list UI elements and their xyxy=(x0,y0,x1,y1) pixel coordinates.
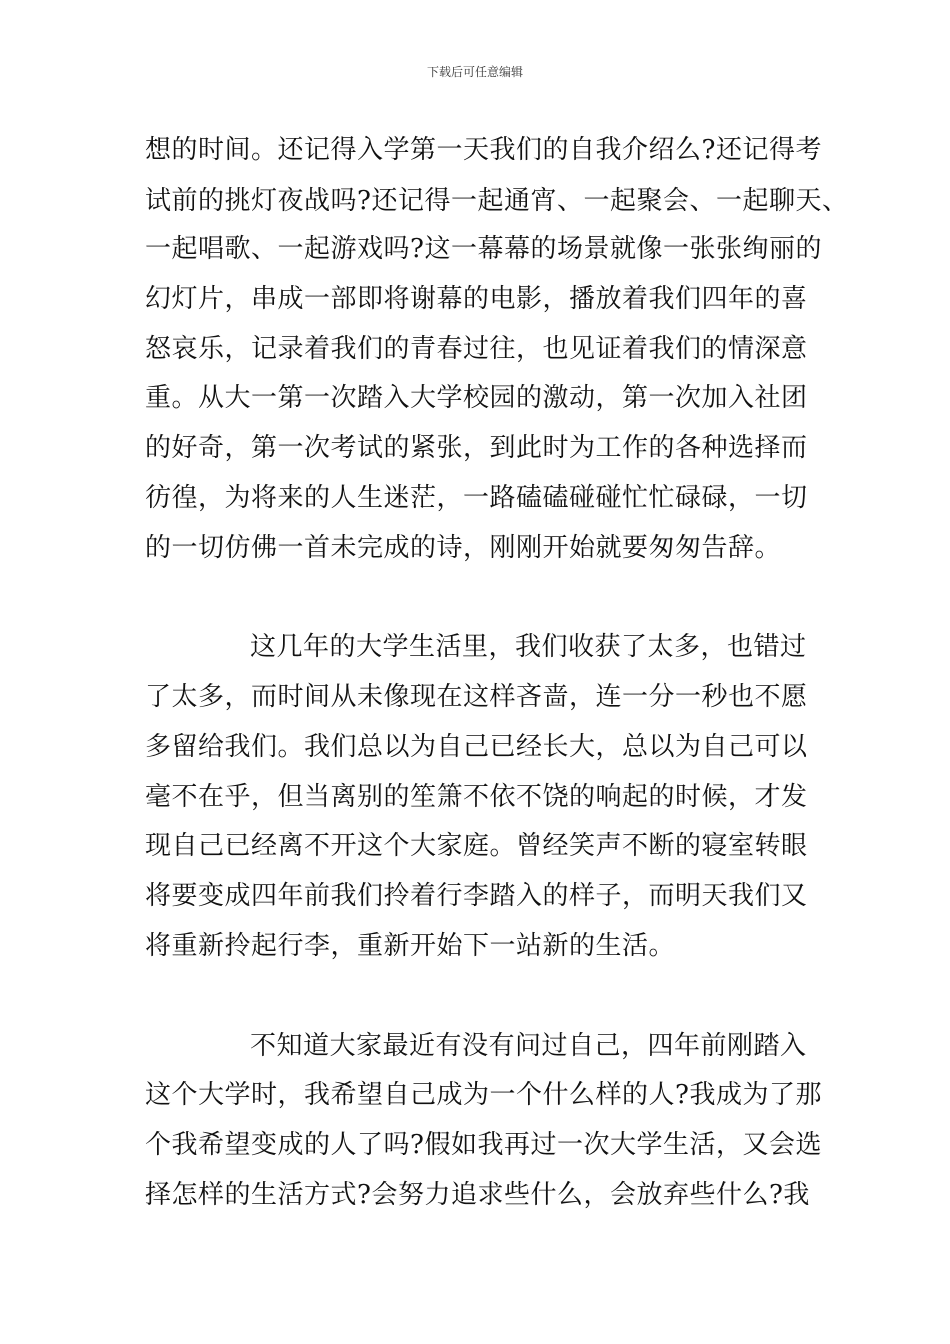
text-line: 现自己已经离不开这个大家庭。曾经笑声不断的寝室转眼 xyxy=(145,831,808,861)
text-line: 不知道大家最近有没有问过自己，四年前刚踏入 xyxy=(250,1031,807,1061)
text-line: 多留给我们。我们总以为自己已经长大，总以为自己可以 xyxy=(145,732,808,762)
text-line: 怒哀乐，记录着我们的青春过往，也见证着我们的情深意 xyxy=(145,334,808,364)
text-line: 一起唱歌、一起游戏吗?这一幕幕的场景就像一张张绚丽的 xyxy=(145,234,822,264)
text-line: 这个大学时，我希望自己成为一个什么样的人?我成为了那 xyxy=(145,1080,822,1110)
text-line: 将重新拎起行李，重新开始下一站新的生活。 xyxy=(145,931,676,961)
text-line: 的一切仿佛一首未完成的诗，刚刚开始就要匆匆告辞。 xyxy=(145,533,782,563)
page-header: 下载后可任意编辑 xyxy=(426,65,523,79)
text-line: 重。从大一第一次踏入大学校园的激动，第一次加入社团 xyxy=(145,383,808,413)
text-line: 试前的挑灯夜战吗?还记得一起通宵、一起聚会、一起聊天、 xyxy=(145,186,849,216)
text-line: 幻灯片，串成一部即将谢幕的电影，播放着我们四年的喜 xyxy=(145,284,808,314)
text-line: 这几年的大学生活里，我们收获了太多，也错过 xyxy=(250,632,807,662)
text-line: 将要变成四年前我们拎着行李踏入的样子，而明天我们又 xyxy=(145,881,808,911)
text-line: 的好奇，第一次考试的紧张，到此时为工作的各种选择而 xyxy=(145,433,808,463)
text-line: 彷徨，为将来的人生迷茫，一路磕磕碰碰忙忙碌碌，一切 xyxy=(145,483,808,513)
text-line: 了太多，而时间从未像现在这样吝啬，连一分一秒也不愿 xyxy=(145,682,808,712)
text-line: 个我希望变成的人了吗?假如我再过一次大学生活，又会选 xyxy=(145,1130,822,1160)
text-line: 择怎样的生活方式?会努力追求些什么，会放弃些什么?我 xyxy=(145,1180,810,1210)
text-line: 想的时间。还记得入学第一天我们的自我介绍么?还记得考 xyxy=(145,135,822,165)
text-line: 毫不在乎，但当离别的笙箫不依不饶的响起的时候，才发 xyxy=(145,782,808,812)
